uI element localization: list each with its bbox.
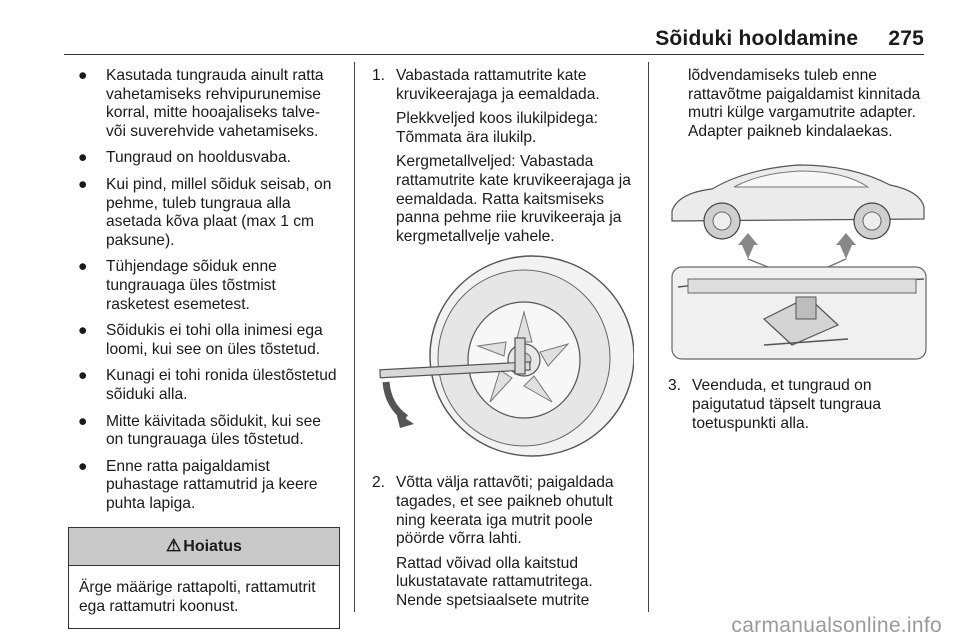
bullet-text: Kui pind, millel sõiduk seisab, on pehme, tuleb tungraua alla asetada kõva plaat (max 1 cm paksune). (106, 175, 332, 249)
jack-point-arrow-icon (738, 233, 856, 259)
bullet-dot: ● (78, 367, 88, 385)
header-rule (64, 54, 924, 55)
bullet-text: Enne ratta paigaldamist puhastage rattamutrid ja keere puhta lapiga. (106, 457, 318, 512)
column-1 (68, 67, 340, 629)
step-2 (372, 474, 637, 548)
bullet-dot: ● (78, 258, 88, 276)
bullet-item (68, 322, 340, 359)
bullet-item (68, 176, 340, 250)
warning-box (68, 527, 340, 629)
bullet-text: Tühjendage sõiduk enne tungrauaga üles tõstmist rasketest esemetest. (106, 258, 277, 313)
bullet-text: Sõidukis ei tohi olla inimesi ega loomi, kui see on üles tõstetud. (106, 322, 323, 358)
page-number: 275 (888, 27, 924, 50)
step-1 (372, 67, 637, 104)
page-header (655, 27, 924, 51)
step-2-para-1: Rattad võivad olla kaitstud lukustatavate rattamutritega. Nende spetsiaalsete mutrite (396, 554, 593, 609)
step-1-para-1: Plekkveljed koos ilukilpidega: Tõmmata ära ilukilp. (396, 110, 598, 146)
warning-title: Hoiatus (183, 538, 242, 556)
column-divider-right (648, 62, 649, 612)
warning-header (69, 528, 339, 566)
bullet-text: Kasutada tungrauda ainult ratta vahetamiseks rehvipurunemise korral, mitte hooajaliseks talve- või suverehvide vahetamiseks. (106, 67, 324, 140)
bullet-item (68, 67, 340, 141)
bullet-text: Mitte käivitada sõidukit, kui see on tungrauaga üles tõstetud. (106, 412, 321, 449)
bullet-dot: ● (78, 457, 88, 475)
zoom-callout (748, 259, 846, 267)
bullet-dot: ● (78, 412, 88, 430)
column-2 (372, 67, 637, 617)
warning-text: Ärge määrige rattapolti, rattamutrit ega rattamutri koonust. (79, 579, 316, 615)
step-number: 1. (372, 67, 386, 84)
column-divider-left (354, 62, 355, 612)
bullet-text: Kunagi ei tohi ronida ülestõstetud sõiduki alla. (106, 367, 337, 403)
column-3 (668, 67, 928, 439)
step-number: 3. (668, 377, 682, 395)
warning-triangle-icon: ⚠ (166, 536, 182, 556)
car-side-drawing (672, 165, 924, 239)
bullet-dot: ● (78, 67, 88, 84)
watermark: carmanualsonline.info (731, 614, 942, 637)
step-text: Vabastada rattamutrite kate kruvikeerajaga ja eemaldada. (396, 67, 600, 103)
bullet-item (68, 149, 340, 168)
bullet-item (68, 413, 340, 450)
bullet-text: Tungraud on hooldusvaba. (106, 149, 291, 167)
bullet-item (68, 367, 340, 404)
bullet-dot: ● (78, 175, 88, 193)
continued-text: lõdvendamiseks tuleb enne rattavõtme paigaldamist kinnitada mutri külge vargamutrite adapter. Adapter paikneb kindalaekas. (688, 67, 921, 140)
step-text: Veenduda, et tungraud on paigutatud täpselt tungraua toetuspunkti alla. (692, 377, 882, 432)
rotation-arrow-icon (386, 382, 414, 428)
step-text: Võtta välja rattavõti; paigaldada tagades, et see paikneb ohutult ning keerata iga mutrit poole pöörde võrra lahti. (396, 474, 614, 548)
bullet-dot: ● (78, 149, 88, 167)
wheel-wrench-illustration (372, 252, 634, 460)
step-3 (668, 377, 928, 433)
spare-wheel-drawing (430, 256, 634, 456)
bullet-item (68, 258, 340, 314)
step-1-para-2: Kergmetallveljed: Vabastada rattamutrite kate kruvikeerajaga ja eemaldada. Ratta kaitsmiseks panna pehme riie kruvikeeraja ja kergmetallvelje vahele. (396, 153, 631, 245)
car-jack-illustration (668, 149, 930, 363)
page-title: Sõiduki hooldamine (655, 27, 859, 50)
bullet-dot: ● (78, 322, 88, 340)
bullet-item (68, 458, 340, 514)
step-number: 2. (372, 474, 386, 492)
